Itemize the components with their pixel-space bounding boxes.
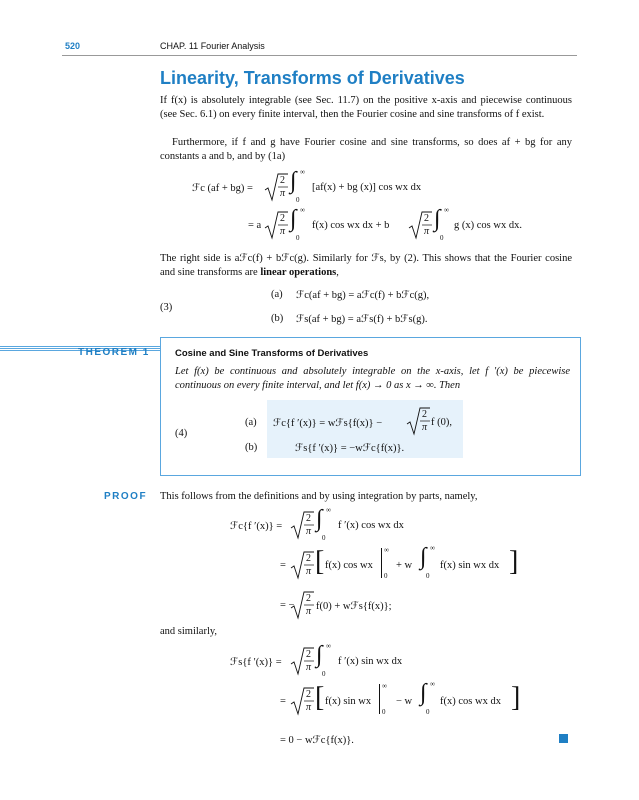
- sqrt-denominator: π: [306, 566, 312, 577]
- sqrt-numerator: 2: [306, 513, 311, 524]
- sqrt-denominator: π: [306, 526, 312, 537]
- integral-sign: ∫: [434, 206, 441, 232]
- proof-s3: = 0 − wℱc{f(x)}.: [280, 735, 354, 746]
- qed-square-icon: [559, 734, 568, 743]
- theorem-statement: Let f(x) be continuous and absolutely integrable on the x-axis, let f ′(x) be piecewise continuous on every finite interval, and let f(x) → 0 as x → ∞. Then: [175, 366, 570, 391]
- proof-cosine-derivation: [230, 508, 570, 618]
- sqrt-numerator: 2: [280, 213, 285, 224]
- eq1-line2-end: g (x) cos wx dx.: [454, 220, 522, 231]
- theorem-title: Cosine and Sine Transforms of Derivatives: [175, 348, 369, 359]
- sqrt-denominator: π: [306, 662, 312, 673]
- integral-lower: 0: [296, 234, 300, 242]
- integral-sign: ∫: [420, 680, 427, 706]
- proof-label: PROOF: [104, 491, 148, 502]
- integral-sign: ∫: [316, 642, 323, 668]
- sqrt-numerator: 2: [280, 175, 285, 186]
- proof-c1-lhs: ℱc{f ′(x)} =: [230, 521, 283, 532]
- proof-s1-lhs: ℱs{f ′(x)} =: [230, 657, 282, 668]
- right-bracket: ]: [511, 682, 521, 713]
- proof-intro: This follows from the definitions and by using integration by parts, namely,: [160, 491, 478, 502]
- proof-c3-eq: = −: [280, 600, 295, 611]
- integral-upper: ∞: [326, 506, 331, 514]
- theorem-eq-b-label: (b): [245, 442, 258, 453]
- eval-upper: ∞: [382, 682, 387, 690]
- header-rule: [62, 55, 577, 56]
- sqrt-denominator: π: [280, 188, 286, 199]
- eq1-rhs: [af(x) + bg (x)] cos wx dx: [312, 182, 422, 193]
- integral-upper: ∞: [300, 206, 305, 214]
- integral-upper: ∞: [430, 680, 435, 688]
- running-head: CHAP. 11 Fourier Analysis: [160, 41, 265, 51]
- theorem-eq-number: (4): [175, 428, 188, 439]
- sqrt-numerator: 2: [306, 553, 311, 564]
- theorem-eq-a-end: f (0),: [431, 417, 452, 428]
- sqrt-denominator: π: [422, 422, 428, 433]
- eq3-a-text: ℱc(af + bg) = aℱc(f) + bℱc(g),: [296, 290, 430, 301]
- left-bracket: [: [315, 682, 325, 713]
- page-number: 520: [65, 41, 81, 51]
- proof-c1-rhs: f ′(x) cos wx dx: [338, 520, 404, 531]
- sqrt-denominator: π: [424, 226, 430, 237]
- integral-upper: ∞: [444, 206, 449, 214]
- proof-s1-rhs: f ′(x) sin wx dx: [338, 656, 403, 667]
- sqrt-numerator: 2: [306, 689, 311, 700]
- integral-sign: ∫: [420, 544, 427, 570]
- paragraph-2: Furthermore, if f and g have Fourier cosine and sine transforms, so does af + bg for any constants a and b, and by (1a): [160, 137, 572, 162]
- eq3-a-label: (a): [271, 289, 283, 300]
- proof-s2-a: f(x) sin wx: [325, 696, 372, 707]
- eq1-line2-mid: f(x) cos wx dx + b: [312, 220, 390, 231]
- theorem-eq-a-text: ℱc{f ′(x)} = wℱs{f(x)} −: [273, 418, 383, 429]
- paragraph-1: If f(x) is absolutely integrable (see Sec. 11.7) on the positive x-axis and piecewise continuous (see Sec. 6.1) on every finite interval, then the Fourier cosine and sine transforms of f exist.: [160, 95, 572, 120]
- integral-upper: ∞: [326, 642, 331, 650]
- section-title: Linearity, Transforms of Derivatives: [160, 68, 465, 88]
- paragraph-3: [160, 252, 572, 280]
- theorem-box: [160, 337, 581, 476]
- sqrt-numerator: 2: [306, 649, 311, 660]
- integral-upper: ∞: [300, 168, 305, 176]
- integral-sign: ∫: [316, 506, 323, 532]
- proof-s2-c: f(x) cos wx dx: [440, 696, 501, 707]
- eq3-number: (3): [160, 302, 173, 313]
- sqrt-denominator: π: [306, 702, 312, 713]
- proof-c3: f(0) + wℱs{f(x)};: [316, 601, 392, 612]
- eq1-lhs: ℱc (af + bg) =: [192, 183, 253, 194]
- equation-1a: [192, 168, 552, 252]
- sqrt-numerator: 2: [306, 593, 311, 604]
- left-bracket: [: [315, 546, 325, 577]
- proof-c2-b: + w: [396, 560, 413, 571]
- eq3-b-text: ℱs(af + bg) = aℱs(f) + bℱs(g).: [296, 314, 428, 325]
- integral-lower: 0: [322, 670, 326, 678]
- theorem-eq-b-text: ℱs{f ′(x)} = −wℱc{f(x)}.: [295, 443, 405, 454]
- proof-c2-a: f(x) cos wx: [325, 560, 373, 571]
- eq3-b-label: (b): [271, 313, 284, 324]
- sqrt-denominator: π: [306, 606, 312, 617]
- integral-lower: 0: [296, 196, 300, 204]
- sqrt-numerator: 2: [422, 409, 427, 420]
- integral-lower: 0: [440, 234, 444, 242]
- proof-c2-c: f(x) sin wx dx: [440, 560, 500, 571]
- integral-upper: ∞: [430, 544, 435, 552]
- eq1-line2-a: = a: [248, 220, 262, 231]
- paragraph-3-end: ,: [336, 267, 339, 278]
- sqrt-denominator: π: [280, 226, 286, 237]
- integral-sign: ∫: [290, 168, 297, 194]
- right-bracket: ]: [509, 546, 519, 577]
- integral-lower: 0: [322, 534, 326, 542]
- and-similarly: and similarly,: [160, 626, 218, 637]
- proof-s2-b: − w: [396, 696, 413, 707]
- sqrt-numerator: 2: [424, 213, 429, 224]
- integral-lower: 0: [426, 572, 430, 580]
- eval-lower: 0: [384, 572, 388, 580]
- proof-s2-eq: =: [280, 696, 286, 707]
- paragraph-3-text: The right side is aℱc(f) + bℱc(g). Similarly for ℱs, by (2). This shows that the Fourier cosine and sine transforms are: [160, 253, 572, 278]
- theorem-eq-a-label: (a): [245, 417, 257, 428]
- proof-c2-eq: =: [280, 560, 286, 571]
- integral-sign: ∫: [290, 206, 297, 232]
- linear-operations-term: linear operations: [260, 267, 337, 278]
- eval-upper: ∞: [384, 546, 389, 554]
- eval-lower: 0: [382, 708, 386, 716]
- theorem-label: THEOREM 1: [78, 347, 150, 358]
- integral-lower: 0: [426, 708, 430, 716]
- proof-sine-derivation: [230, 644, 570, 754]
- evaluation-bar: [379, 684, 380, 714]
- evaluation-bar: [381, 548, 382, 578]
